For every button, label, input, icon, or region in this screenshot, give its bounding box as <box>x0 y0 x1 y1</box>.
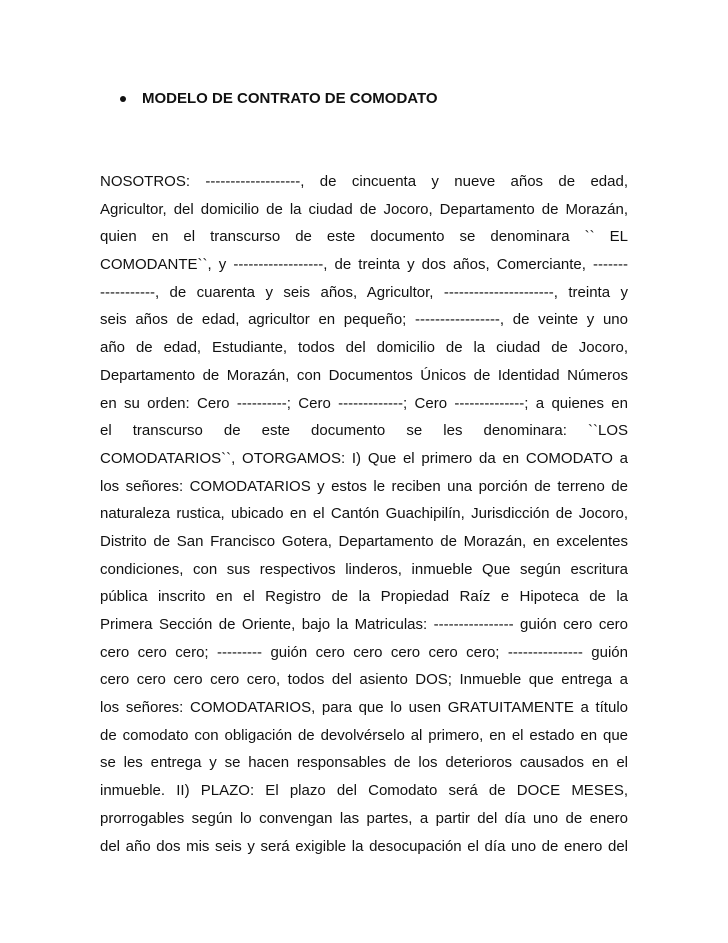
body-paragraph <box>100 168 628 860</box>
text-line: Distrito de San Francisco Gotera, Departamento de Morazán, en excelentes <box>100 532 628 550</box>
text-line: se les entrega y se hacen responsables de los deterioros causados en el <box>100 754 628 772</box>
text-line: en su orden: Cero ----------; Cero -------------; Cero --------------; a quienes en <box>100 394 628 412</box>
text-line: Primera Sección de Oriente, bajo la Matriculas: ---------------- guión cero cero <box>100 616 628 633</box>
text-line: prorrogables según lo convengan las partes, a partir del día uno de enero <box>100 809 628 827</box>
document-heading <box>120 90 438 107</box>
text-line: año de edad, Estudiante, todos del domicilio de la ciudad de Jocoro, <box>100 339 628 357</box>
text-line: inmueble. II) PLAZO: El plazo del Comodato será de DOCE MESES, <box>100 782 628 800</box>
text-line: el transcurso de este documento se les denominara: ``LOS <box>100 422 628 440</box>
text-line: de comodato con obligación de devolvérselo al primero, en el estado en que <box>100 726 628 744</box>
text-line: los señores: COMODATARIOS y estos le reciben una porción de terreno de <box>100 477 628 495</box>
text-line: cero cero cero; --------- guión cero cero cero cero cero; --------------- guión <box>100 643 628 661</box>
text-line: naturaleza rustica, ubicado en el Cantón Guachipilín, Jurisdicción de Jocoro, <box>100 505 628 523</box>
text-line: pública inscrito en el Registro de la Propiedad Raíz e Hipoteca de la <box>100 588 628 606</box>
text-line: -----------, de cuarenta y seis años, Agricultor, ----------------------, treinta y <box>100 283 628 301</box>
text-line: COMODATARIOS``, OTORGAMOS: I) Que el primero da en COMODATO a <box>100 449 628 467</box>
text-line: los señores: COMODATARIOS, para que lo usen GRATUITAMENTE a título <box>100 699 628 717</box>
text-line: Agricultor, del domicilio de la ciudad de Jocoro, Departamento de Morazán, <box>100 200 628 218</box>
text-line: cero cero cero cero cero, todos del asiento DOS; Inmueble que entrega a <box>100 671 628 689</box>
heading-text: MODELO DE CONTRATO DE COMODATO <box>142 90 438 107</box>
text-line: NOSOTROS: -------------------, de cincuenta y nueve años de edad, <box>100 173 628 190</box>
text-line: quien en el transcurso de este documento se denominara `` EL <box>100 228 628 246</box>
text-line: del año dos mis seis y será exigible la desocupación el día uno de enero del <box>100 837 628 855</box>
text-line: COMODANTE``, y ------------------, de treinta y dos años, Comerciante, ------- <box>100 256 628 274</box>
bullet-icon <box>120 96 126 102</box>
text-line: seis años de edad, agricultor en pequeño; -----------------, de veinte y uno <box>100 311 628 329</box>
text-line: condiciones, con sus respectivos linderos, inmueble Que según escritura <box>100 560 628 578</box>
text-line: Departamento de Morazán, con Documentos Únicos de Identidad Números <box>100 366 628 384</box>
